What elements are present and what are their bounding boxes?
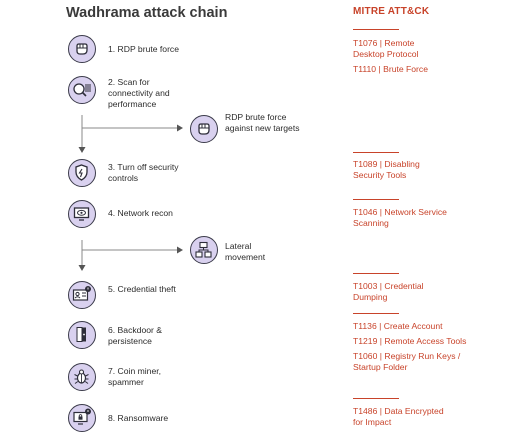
- step-5-label: 5. Credential theft: [108, 284, 176, 294]
- step-3-circle: [68, 159, 96, 187]
- shield-off-icon: [69, 160, 94, 185]
- step-6-label: 6. Backdoor & persistence: [108, 325, 162, 346]
- separator-3: [353, 199, 399, 200]
- eye-monitor-icon: [69, 201, 94, 226]
- diagram-title: Wadhrama attack chain: [66, 5, 228, 21]
- fist-icon: [191, 116, 216, 141]
- bug-icon: [69, 364, 94, 389]
- branch-1-label: RDP brute force against new targets: [225, 112, 300, 133]
- step-1-circle: [68, 35, 96, 63]
- separator-4: [353, 273, 399, 274]
- step-7-circle: [68, 363, 96, 391]
- step-7-label: 7. Coin miner, spammer: [108, 366, 162, 387]
- step-4-circle: [68, 200, 96, 228]
- credential-card-icon: [69, 282, 94, 307]
- step-2-circle: [68, 76, 96, 104]
- fist-icon: [69, 36, 94, 61]
- branch-1-circle: [190, 115, 218, 143]
- technique-t1089: T1089 | Disabling Security Tools: [353, 159, 420, 180]
- step-6-circle: [68, 321, 96, 349]
- separator-2: [353, 152, 399, 153]
- mitre-header: MITRE ATT&CK: [353, 6, 430, 17]
- step-5-circle: [68, 281, 96, 309]
- door-icon: [69, 322, 94, 347]
- scan-icon: [69, 77, 94, 102]
- technique-t1110: T1110 | Brute Force: [353, 64, 428, 74]
- branch-2-label: Lateral movement: [225, 241, 266, 262]
- technique-t1003: T1003 | Credential Dumping: [353, 281, 424, 302]
- step-8-label: 8. Ransomware: [108, 413, 169, 423]
- step-4-label: 4. Network recon: [108, 208, 173, 218]
- locked-monitor-icon: [69, 405, 94, 430]
- step-8-circle: [68, 404, 96, 432]
- step-1-label: 1. RDP brute force: [108, 44, 180, 54]
- technique-t1219: T1219 | Remote Access Tools: [353, 336, 467, 346]
- separator-1: [353, 29, 399, 30]
- network-icon: [191, 237, 216, 262]
- technique-t1060: T1060 | Registry Run Keys / Startup Folder: [353, 351, 461, 372]
- technique-t1076: T1076 | Remote Desktop Protocol: [353, 38, 419, 59]
- step-2-label: 2. Scan for connectivity and performance: [108, 77, 170, 109]
- technique-t1486: T1486 | Data Encrypted for Impact: [353, 406, 444, 427]
- step-3-label: 3. Turn off security controls: [108, 162, 179, 183]
- separator-6: [353, 398, 399, 399]
- technique-t1136: T1136 | Create Account: [353, 321, 443, 331]
- technique-t1046: T1046 | Network Service Scanning: [353, 207, 447, 228]
- branch-2-circle: [190, 236, 218, 264]
- separator-5: [353, 313, 399, 314]
